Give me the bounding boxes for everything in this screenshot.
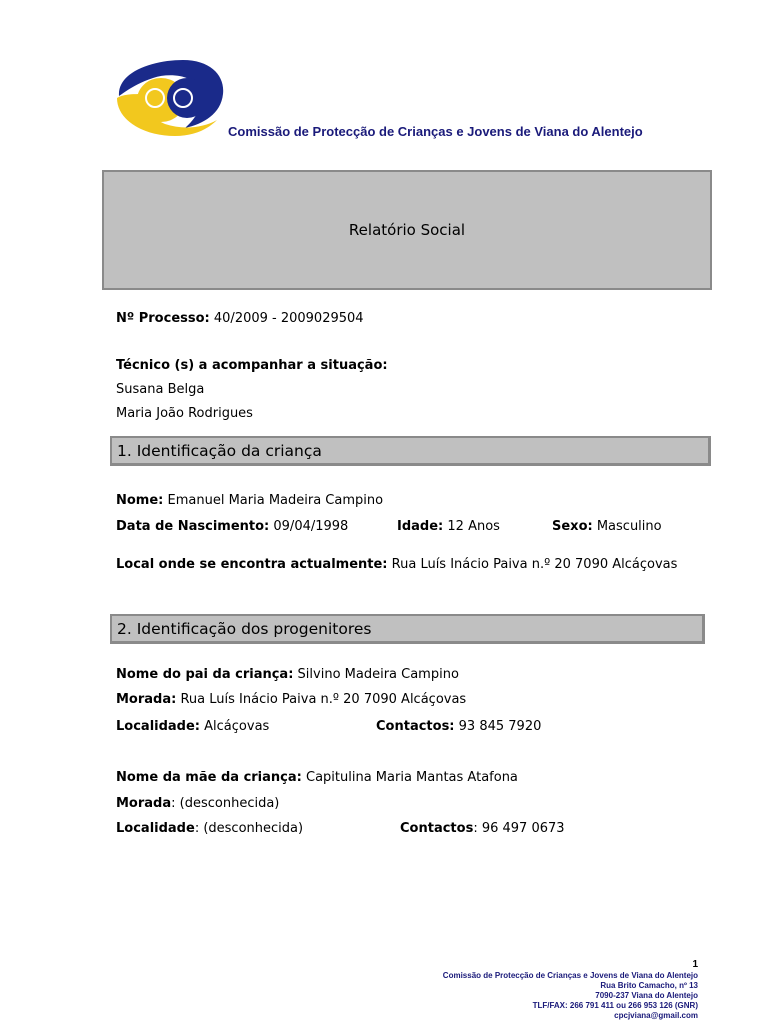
sex-value: Masculino (596, 519, 662, 534)
father-address-line (116, 692, 466, 707)
father-name-line (116, 667, 459, 682)
current-location-value: Rua Luís Inácio Paiva n.º 20 7090 Alcáçovas (391, 557, 678, 572)
sex-line (552, 519, 662, 534)
father-contacts-label: Contactos: (376, 719, 455, 734)
footer-address-2: 7090-237 Viana do Alentejo (595, 991, 698, 1000)
footer-block (443, 971, 698, 1021)
father-contacts-line (376, 719, 541, 734)
mother-locality-label: Localidade (116, 821, 195, 836)
mother-locality-value: : (desconhecida) (194, 821, 304, 836)
father-locality-label: Localidade: (116, 719, 201, 734)
mother-address-line (116, 796, 279, 811)
footer-email: cpcjviana@gmail.com (614, 1011, 698, 1020)
footer-address-1: Rua Brito Camacho, nº 13 (600, 981, 698, 990)
footer-org-name: Comissão de Protecção de Crianças e Jovens de Viana do Alentejo (442, 971, 698, 980)
section-1-heading: 1. Identificação da criança (110, 436, 711, 466)
mother-name-label: Nome da mãe da criança: (116, 770, 302, 785)
age-value: 12 Anos (447, 519, 500, 534)
tecnicos-label: Técnico (s) a acompanhar a situação: (116, 358, 388, 373)
mother-contacts-line (400, 821, 565, 836)
birth-date-label: Data de Nascimento: (116, 519, 270, 534)
section-2-heading: 2. Identificação dos progenitores (110, 614, 705, 644)
father-address-label: Morada: (116, 692, 177, 707)
mother-address-value: : (desconhecida) (171, 796, 280, 811)
age-line (397, 519, 500, 534)
mother-name-line (116, 770, 518, 785)
tecnico-2: Maria João Rodrigues (116, 406, 253, 421)
report-title-box (102, 170, 712, 290)
father-address-value: Rua Luís Inácio Paiva n.º 20 7090 Alcáçovas (180, 692, 467, 707)
birth-date-value: 09/04/1998 (273, 519, 349, 534)
sex-label: Sexo: (552, 519, 593, 534)
birth-date-line (116, 519, 348, 534)
footer-phone: TLF/FAX: 266 791 411 ou 266 953 126 (GNR) (532, 1001, 698, 1010)
report-title: Relatório Social (348, 221, 466, 239)
org-title: Comissão de Protecção de Crianças e Jovens de Viana do Alentejo (228, 124, 643, 139)
child-name-value: Emanuel Maria Madeira Campino (167, 493, 384, 508)
child-name-label: Nome: (116, 493, 164, 508)
father-name-label: Nome do pai da criança: (116, 667, 294, 682)
cpcj-logo (113, 58, 225, 138)
mother-name-value: Capitulina Maria Mantas Atafona (306, 770, 518, 785)
mother-contacts-value: : 96 497 0673 (473, 821, 565, 836)
processo-label: Nº Processo: (116, 311, 210, 326)
father-locality-value: Alcáçovas (204, 719, 270, 734)
processo-value: 40/2009 - 2009029504 (213, 311, 364, 326)
current-location-line (116, 557, 677, 572)
child-name-line (116, 493, 383, 508)
age-label: Idade: (397, 519, 444, 534)
father-name-value: Silvino Madeira Campino (297, 667, 459, 682)
mother-address-label: Morada (116, 796, 172, 811)
mother-locality-line (116, 821, 303, 836)
father-locality-line (116, 719, 269, 734)
mother-contacts-label: Contactos (400, 821, 474, 836)
current-location-label: Local onde se encontra actualmente: (116, 557, 388, 572)
tecnico-1: Susana Belga (116, 382, 205, 397)
father-contacts-value: 93 845 7920 (458, 719, 542, 734)
page-number: 1 (692, 959, 698, 970)
processo-line (116, 311, 364, 326)
